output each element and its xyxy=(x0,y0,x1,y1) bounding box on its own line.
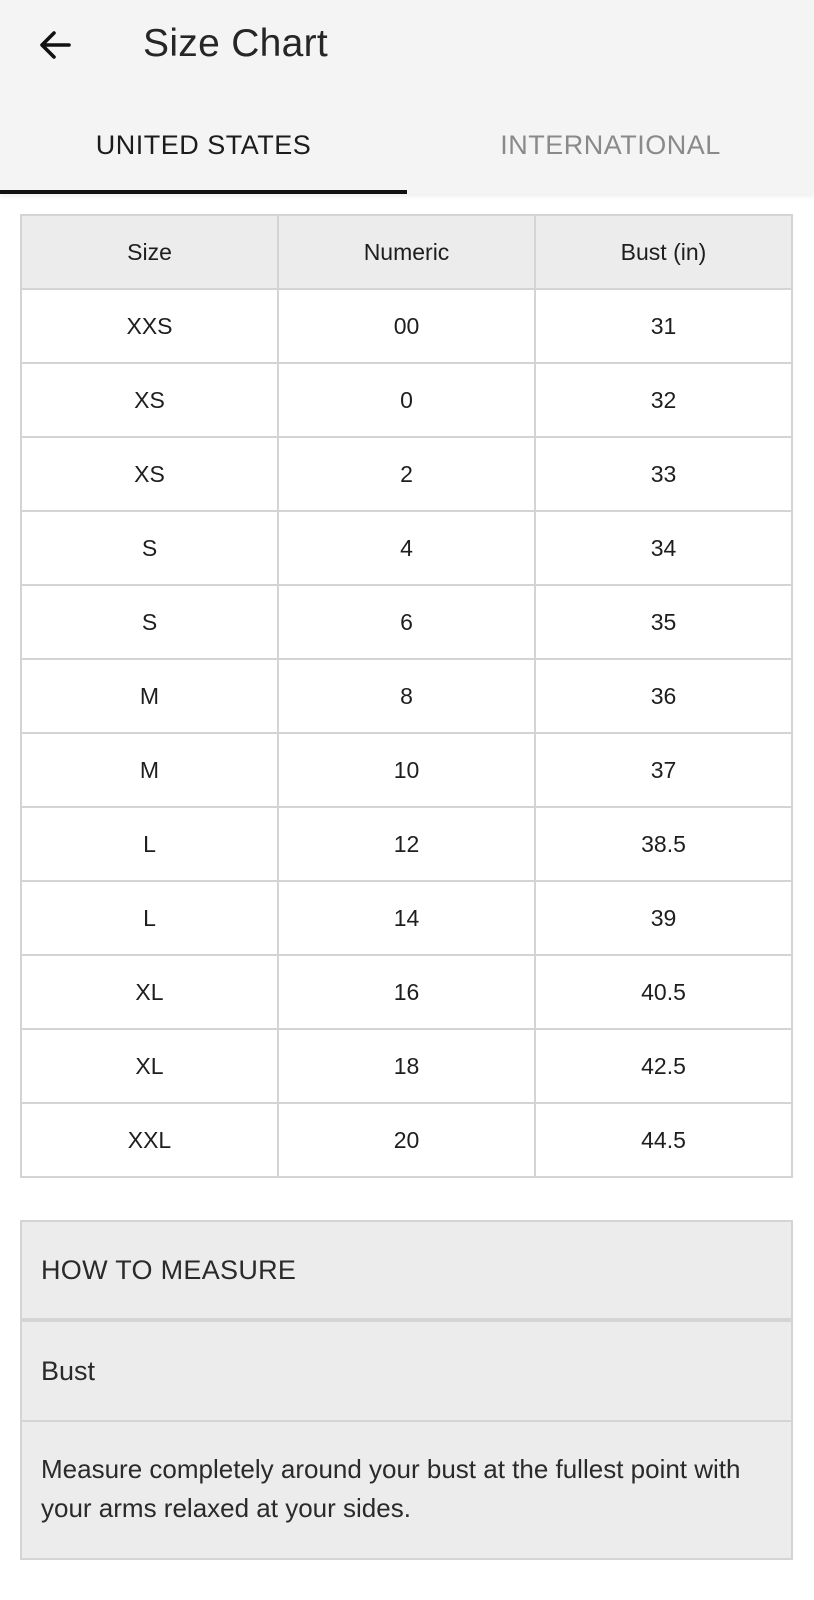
size-cell: M xyxy=(21,659,278,733)
bust-cell: 38.5 xyxy=(535,807,792,881)
numeric-cell: 00 xyxy=(278,289,535,363)
bust-cell: 31 xyxy=(535,289,792,363)
bust-cell: 34 xyxy=(535,511,792,585)
column-header-numeric: Numeric xyxy=(278,215,535,289)
table-header-row xyxy=(21,215,792,289)
numeric-cell: 20 xyxy=(278,1103,535,1177)
numeric-cell: 12 xyxy=(278,807,535,881)
bust-cell: 44.5 xyxy=(535,1103,792,1177)
size-table xyxy=(20,214,793,1178)
back-button[interactable] xyxy=(30,20,80,70)
arrow-left-icon xyxy=(37,27,73,63)
table-row xyxy=(21,659,792,733)
table-row xyxy=(21,363,792,437)
how-to-measure-heading: HOW TO MEASURE xyxy=(22,1222,791,1322)
tab-international[interactable]: INTERNATIONAL xyxy=(500,129,721,160)
bust-cell: 32 xyxy=(535,363,792,437)
numeric-cell: 6 xyxy=(278,585,535,659)
tab-united-states[interactable]: UNITED STATES xyxy=(0,98,407,194)
bust-cell: 36 xyxy=(535,659,792,733)
numeric-cell: 2 xyxy=(278,437,535,511)
size-cell: M xyxy=(21,733,278,807)
column-header-bust: Bust (in) xyxy=(535,215,792,289)
bust-cell: 37 xyxy=(535,733,792,807)
bust-cell: 42.5 xyxy=(535,1029,792,1103)
region-tabs xyxy=(0,98,814,194)
bust-cell: 35 xyxy=(535,585,792,659)
column-header-size: Size xyxy=(21,215,278,289)
size-cell: S xyxy=(21,585,278,659)
numeric-cell: 18 xyxy=(278,1029,535,1103)
table-body xyxy=(21,289,792,1177)
table-row xyxy=(21,733,792,807)
measure-term: Bust xyxy=(22,1322,791,1422)
bust-cell: 39 xyxy=(535,881,792,955)
numeric-cell: 0 xyxy=(278,363,535,437)
size-cell: XL xyxy=(21,1029,278,1103)
table-row xyxy=(21,1103,792,1177)
size-cell: XXS xyxy=(21,289,278,363)
size-cell: XL xyxy=(21,955,278,1029)
numeric-cell: 14 xyxy=(278,881,535,955)
numeric-cell: 4 xyxy=(278,511,535,585)
app-bar xyxy=(0,0,814,98)
table-row xyxy=(21,1029,792,1103)
how-to-measure-panel xyxy=(20,1220,793,1560)
size-cell: L xyxy=(21,807,278,881)
numeric-cell: 10 xyxy=(278,733,535,807)
table-row xyxy=(21,881,792,955)
bust-cell: 40.5 xyxy=(535,955,792,1029)
table-row xyxy=(21,437,792,511)
table-row xyxy=(21,807,792,881)
size-cell: XXL xyxy=(21,1103,278,1177)
measure-description: Measure completely around your bust at the fullest point with your arms relaxed at your sides. xyxy=(41,1454,741,1523)
numeric-cell: 16 xyxy=(278,955,535,1029)
table-row xyxy=(21,955,792,1029)
table-row xyxy=(21,289,792,363)
size-cell: XS xyxy=(21,363,278,437)
size-cell: L xyxy=(21,881,278,955)
table-row xyxy=(21,585,792,659)
table-row xyxy=(21,511,792,585)
page-title: Size Chart xyxy=(143,22,329,65)
size-cell: XS xyxy=(21,437,278,511)
numeric-cell: 8 xyxy=(278,659,535,733)
bust-cell: 33 xyxy=(535,437,792,511)
size-cell: S xyxy=(21,511,278,585)
